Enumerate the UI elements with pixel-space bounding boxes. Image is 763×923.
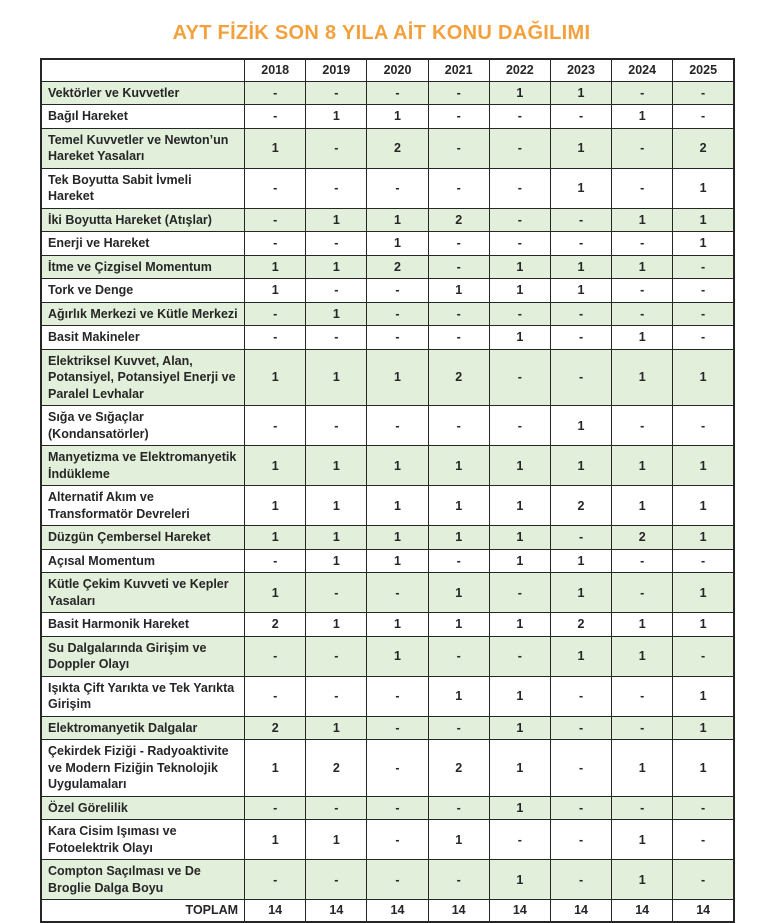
- value-cell: -: [550, 796, 611, 820]
- value-cell: -: [428, 128, 489, 168]
- value-cell: 1: [612, 820, 673, 860]
- value-cell: -: [489, 208, 550, 232]
- value-cell: -: [550, 105, 611, 129]
- value-cell: 1: [367, 636, 428, 676]
- value-cell: -: [550, 676, 611, 716]
- total-label: TOPLAM: [41, 900, 245, 922]
- value-cell: -: [612, 406, 673, 446]
- value-cell: 1: [245, 349, 306, 406]
- value-cell: -: [428, 105, 489, 129]
- value-cell: 1: [673, 232, 734, 256]
- table-row: [41, 168, 734, 208]
- value-cell: -: [306, 81, 367, 105]
- value-cell: 1: [489, 860, 550, 900]
- value-cell: 1: [245, 279, 306, 303]
- table-row: [41, 232, 734, 256]
- value-cell: 1: [306, 486, 367, 526]
- topic-cell: Elektriksel Kuvvet, Alan, Potansiyel, Potansiyel Enerji ve Paralel Levhalar: [41, 349, 245, 406]
- value-cell: -: [673, 406, 734, 446]
- value-cell: -: [550, 860, 611, 900]
- value-cell: -: [245, 208, 306, 232]
- value-cell: 1: [306, 613, 367, 637]
- value-cell: 1: [306, 446, 367, 486]
- value-cell: -: [306, 326, 367, 350]
- value-cell: 1: [612, 349, 673, 406]
- value-cell: -: [367, 676, 428, 716]
- value-cell: 2: [612, 526, 673, 550]
- value-cell: -: [489, 573, 550, 613]
- total-value-cell: 14: [673, 900, 734, 922]
- value-cell: -: [245, 105, 306, 129]
- value-cell: 2: [245, 613, 306, 637]
- value-cell: 1: [367, 446, 428, 486]
- topic-cell: Temel Kuvvetler ve Newton’un Hareket Yasaları: [41, 128, 245, 168]
- value-cell: -: [428, 636, 489, 676]
- value-cell: 1: [673, 349, 734, 406]
- total-value-cell: 14: [306, 900, 367, 922]
- value-cell: -: [489, 302, 550, 326]
- value-cell: 1: [550, 81, 611, 105]
- value-cell: 1: [428, 446, 489, 486]
- value-cell: -: [245, 796, 306, 820]
- value-cell: 1: [550, 636, 611, 676]
- value-cell: -: [428, 796, 489, 820]
- table-row: [41, 796, 734, 820]
- value-cell: 1: [245, 446, 306, 486]
- value-cell: 1: [306, 105, 367, 129]
- value-cell: -: [367, 168, 428, 208]
- value-cell: 1: [673, 526, 734, 550]
- value-cell: -: [367, 326, 428, 350]
- value-cell: -: [245, 326, 306, 350]
- total-value-cell: 14: [245, 900, 306, 922]
- year-header-cell: 2023: [550, 59, 611, 81]
- total-row: [41, 900, 734, 922]
- total-value-cell: 14: [489, 900, 550, 922]
- value-cell: 1: [612, 636, 673, 676]
- value-cell: 1: [673, 613, 734, 637]
- value-cell: -: [428, 860, 489, 900]
- topic-cell: Enerji ve Hareket: [41, 232, 245, 256]
- value-cell: 1: [550, 406, 611, 446]
- value-cell: -: [612, 232, 673, 256]
- value-cell: -: [489, 820, 550, 860]
- value-cell: 1: [612, 740, 673, 797]
- value-cell: 2: [245, 716, 306, 740]
- value-cell: 1: [245, 255, 306, 279]
- value-cell: -: [245, 232, 306, 256]
- year-header-row: [41, 59, 734, 81]
- value-cell: 1: [489, 446, 550, 486]
- value-cell: 1: [673, 486, 734, 526]
- value-cell: 1: [550, 279, 611, 303]
- topic-cell: Bağıl Hareket: [41, 105, 245, 129]
- value-cell: -: [245, 636, 306, 676]
- value-cell: -: [367, 573, 428, 613]
- table-row: [41, 446, 734, 486]
- value-cell: 1: [428, 820, 489, 860]
- value-cell: -: [673, 255, 734, 279]
- value-cell: -: [245, 860, 306, 900]
- value-cell: 1: [550, 255, 611, 279]
- topic-cell: Sığa ve Sığaçlar (Kondansatörler): [41, 406, 245, 446]
- value-cell: 1: [489, 740, 550, 797]
- topic-cell: Tork ve Denge: [41, 279, 245, 303]
- value-cell: -: [428, 716, 489, 740]
- value-cell: 1: [489, 255, 550, 279]
- table-row: [41, 526, 734, 550]
- value-cell: 2: [306, 740, 367, 797]
- value-cell: 1: [306, 526, 367, 550]
- value-cell: 1: [550, 573, 611, 613]
- topic-cell: İki Boyutta Hareket (Atışlar): [41, 208, 245, 232]
- value-cell: 1: [306, 820, 367, 860]
- table-row: [41, 326, 734, 350]
- value-cell: -: [306, 279, 367, 303]
- value-cell: 1: [245, 128, 306, 168]
- year-header-cell: 2018: [245, 59, 306, 81]
- value-cell: -: [428, 232, 489, 256]
- value-cell: 1: [428, 613, 489, 637]
- value-cell: 1: [428, 573, 489, 613]
- year-header-cell: 2020: [367, 59, 428, 81]
- value-cell: 1: [367, 486, 428, 526]
- value-cell: -: [306, 406, 367, 446]
- value-cell: -: [367, 279, 428, 303]
- topic-header-cell-blank: [41, 59, 245, 81]
- value-cell: 1: [367, 208, 428, 232]
- value-cell: 1: [612, 105, 673, 129]
- value-cell: 1: [673, 573, 734, 613]
- topic-cell: Kütle Çekim Kuvveti ve Kepler Yasaları: [41, 573, 245, 613]
- value-cell: -: [428, 81, 489, 105]
- value-cell: -: [367, 302, 428, 326]
- value-cell: -: [367, 796, 428, 820]
- value-cell: -: [428, 255, 489, 279]
- value-cell: -: [489, 128, 550, 168]
- value-cell: 1: [367, 549, 428, 573]
- value-cell: 1: [306, 716, 367, 740]
- value-cell: -: [428, 326, 489, 350]
- value-cell: 1: [612, 255, 673, 279]
- value-cell: 1: [550, 128, 611, 168]
- value-cell: 1: [673, 740, 734, 797]
- table-row: [41, 573, 734, 613]
- table-row: [41, 820, 734, 860]
- value-cell: 1: [489, 526, 550, 550]
- value-cell: 1: [245, 740, 306, 797]
- value-cell: -: [673, 796, 734, 820]
- value-cell: -: [673, 636, 734, 676]
- table-row: [41, 740, 734, 797]
- topic-cell: Basit Harmonik Hareket: [41, 613, 245, 637]
- value-cell: -: [245, 676, 306, 716]
- value-cell: -: [245, 302, 306, 326]
- value-cell: -: [367, 740, 428, 797]
- table-row: [41, 860, 734, 900]
- value-cell: 1: [612, 486, 673, 526]
- table-row: [41, 208, 734, 232]
- value-cell: -: [428, 406, 489, 446]
- value-cell: -: [612, 302, 673, 326]
- total-value-cell: 14: [428, 900, 489, 922]
- table-row: [41, 486, 734, 526]
- value-cell: 1: [306, 302, 367, 326]
- value-cell: -: [673, 81, 734, 105]
- value-cell: -: [428, 549, 489, 573]
- value-cell: -: [489, 168, 550, 208]
- value-cell: -: [367, 716, 428, 740]
- topic-distribution-table: [40, 58, 735, 923]
- topic-cell: Özel Görelilik: [41, 796, 245, 820]
- total-value-cell: 14: [612, 900, 673, 922]
- value-cell: 1: [428, 486, 489, 526]
- value-cell: 1: [550, 168, 611, 208]
- value-cell: 1: [673, 446, 734, 486]
- topic-cell: Ağırlık Merkezi ve Kütle Merkezi: [41, 302, 245, 326]
- value-cell: -: [612, 796, 673, 820]
- value-cell: -: [489, 232, 550, 256]
- value-cell: 1: [245, 526, 306, 550]
- value-cell: -: [367, 406, 428, 446]
- value-cell: -: [673, 326, 734, 350]
- value-cell: -: [306, 573, 367, 613]
- table-row: [41, 349, 734, 406]
- value-cell: 1: [612, 208, 673, 232]
- topic-cell: Compton Saçılması ve De Broglie Dalga Boyu: [41, 860, 245, 900]
- value-cell: -: [550, 349, 611, 406]
- value-cell: -: [673, 105, 734, 129]
- value-cell: -: [306, 796, 367, 820]
- value-cell: -: [550, 302, 611, 326]
- value-cell: -: [550, 716, 611, 740]
- total-value-cell: 14: [550, 900, 611, 922]
- value-cell: -: [612, 676, 673, 716]
- value-cell: -: [489, 636, 550, 676]
- value-cell: 1: [306, 349, 367, 406]
- value-cell: 1: [489, 716, 550, 740]
- value-cell: 2: [428, 740, 489, 797]
- year-header-cell: 2022: [489, 59, 550, 81]
- value-cell: 1: [489, 613, 550, 637]
- topic-cell: Elektromanyetik Dalgalar: [41, 716, 245, 740]
- value-cell: -: [245, 406, 306, 446]
- topic-cell: Düzgün Çembersel Hareket: [41, 526, 245, 550]
- value-cell: 1: [489, 279, 550, 303]
- topic-cell: Basit Makineler: [41, 326, 245, 350]
- table-row: [41, 406, 734, 446]
- value-cell: -: [673, 860, 734, 900]
- page-title: AYT FİZİK SON 8 YILA AİT KONU DAĞILIMI: [172, 22, 591, 44]
- value-cell: -: [489, 406, 550, 446]
- topic-cell: İtme ve Çizgisel Momentum: [41, 255, 245, 279]
- value-cell: -: [612, 716, 673, 740]
- value-cell: -: [550, 326, 611, 350]
- value-cell: -: [306, 128, 367, 168]
- value-cell: 1: [367, 526, 428, 550]
- value-cell: 1: [489, 486, 550, 526]
- value-cell: 2: [367, 128, 428, 168]
- table-row: [41, 279, 734, 303]
- year-header-cell: 2024: [612, 59, 673, 81]
- value-cell: 1: [306, 549, 367, 573]
- value-cell: -: [612, 81, 673, 105]
- value-cell: -: [550, 526, 611, 550]
- value-cell: 2: [367, 255, 428, 279]
- value-cell: -: [367, 820, 428, 860]
- value-cell: 1: [612, 860, 673, 900]
- value-cell: 1: [428, 279, 489, 303]
- value-cell: 1: [673, 716, 734, 740]
- value-cell: 2: [550, 486, 611, 526]
- value-cell: -: [306, 860, 367, 900]
- value-cell: -: [612, 279, 673, 303]
- value-cell: -: [489, 105, 550, 129]
- value-cell: 2: [428, 349, 489, 406]
- value-cell: -: [612, 168, 673, 208]
- value-cell: 1: [489, 549, 550, 573]
- value-cell: -: [550, 820, 611, 860]
- topic-cell: Açısal Momentum: [41, 549, 245, 573]
- value-cell: -: [367, 81, 428, 105]
- table-row: [41, 676, 734, 716]
- topic-cell: Alternatif Akım ve Transformatör Devreleri: [41, 486, 245, 526]
- value-cell: 1: [245, 486, 306, 526]
- value-cell: 1: [673, 208, 734, 232]
- value-cell: -: [306, 168, 367, 208]
- value-cell: -: [306, 636, 367, 676]
- value-cell: 1: [489, 81, 550, 105]
- value-cell: -: [245, 168, 306, 208]
- table-row: [41, 255, 734, 279]
- value-cell: 1: [612, 613, 673, 637]
- value-cell: -: [673, 549, 734, 573]
- value-cell: 2: [550, 613, 611, 637]
- table-row: [41, 716, 734, 740]
- value-cell: 1: [489, 796, 550, 820]
- value-cell: -: [673, 820, 734, 860]
- value-cell: -: [673, 302, 734, 326]
- topic-cell: Çekirdek Fiziği - Radyoaktivite ve Modern Fiziğin Teknolojik Uygulamaları: [41, 740, 245, 797]
- value-cell: 1: [367, 232, 428, 256]
- topic-cell: Manyetizma ve Elektromanyetik İndükleme: [41, 446, 245, 486]
- topic-cell: Kara Cisim Işıması ve Fotoelektrik Olayı: [41, 820, 245, 860]
- table-row: [41, 302, 734, 326]
- value-cell: 1: [428, 526, 489, 550]
- table-row: [41, 549, 734, 573]
- value-cell: 1: [367, 613, 428, 637]
- year-header-cell: 2019: [306, 59, 367, 81]
- value-cell: 1: [673, 168, 734, 208]
- value-cell: 1: [306, 255, 367, 279]
- value-cell: -: [367, 860, 428, 900]
- topic-cell: Vektörler ve Kuvvetler: [41, 81, 245, 105]
- value-cell: -: [245, 81, 306, 105]
- value-cell: -: [612, 128, 673, 168]
- value-cell: -: [306, 232, 367, 256]
- value-cell: -: [428, 168, 489, 208]
- year-header-cell: 2025: [673, 59, 734, 81]
- value-cell: 1: [612, 326, 673, 350]
- table-row: [41, 636, 734, 676]
- value-cell: -: [673, 279, 734, 303]
- value-cell: 1: [428, 676, 489, 716]
- value-cell: -: [428, 302, 489, 326]
- table-row: [41, 81, 734, 105]
- value-cell: -: [550, 740, 611, 797]
- value-cell: 1: [245, 820, 306, 860]
- table-row: [41, 105, 734, 129]
- value-cell: -: [612, 573, 673, 613]
- value-cell: 1: [367, 105, 428, 129]
- table-row: [41, 128, 734, 168]
- topic-cell: Su Dalgalarında Girişim ve Doppler Olayı: [41, 636, 245, 676]
- value-cell: -: [306, 676, 367, 716]
- value-cell: 1: [550, 446, 611, 486]
- table-row: [41, 613, 734, 637]
- value-cell: 1: [489, 676, 550, 716]
- value-cell: 1: [489, 326, 550, 350]
- value-cell: 1: [306, 208, 367, 232]
- value-cell: -: [489, 349, 550, 406]
- value-cell: 1: [673, 676, 734, 716]
- topic-cell: Işıkta Çift Yarıkta ve Tek Yarıkta Girişim: [41, 676, 245, 716]
- topic-cell: Tek Boyutta Sabit İvmeli Hareket: [41, 168, 245, 208]
- value-cell: -: [550, 232, 611, 256]
- value-cell: -: [245, 549, 306, 573]
- value-cell: 1: [245, 573, 306, 613]
- table-body: [41, 81, 734, 900]
- value-cell: -: [612, 549, 673, 573]
- value-cell: 1: [367, 349, 428, 406]
- value-cell: 1: [612, 446, 673, 486]
- value-cell: 1: [550, 549, 611, 573]
- value-cell: -: [550, 208, 611, 232]
- value-cell: 2: [428, 208, 489, 232]
- year-header-cell: 2021: [428, 59, 489, 81]
- total-value-cell: 14: [367, 900, 428, 922]
- value-cell: 2: [673, 128, 734, 168]
